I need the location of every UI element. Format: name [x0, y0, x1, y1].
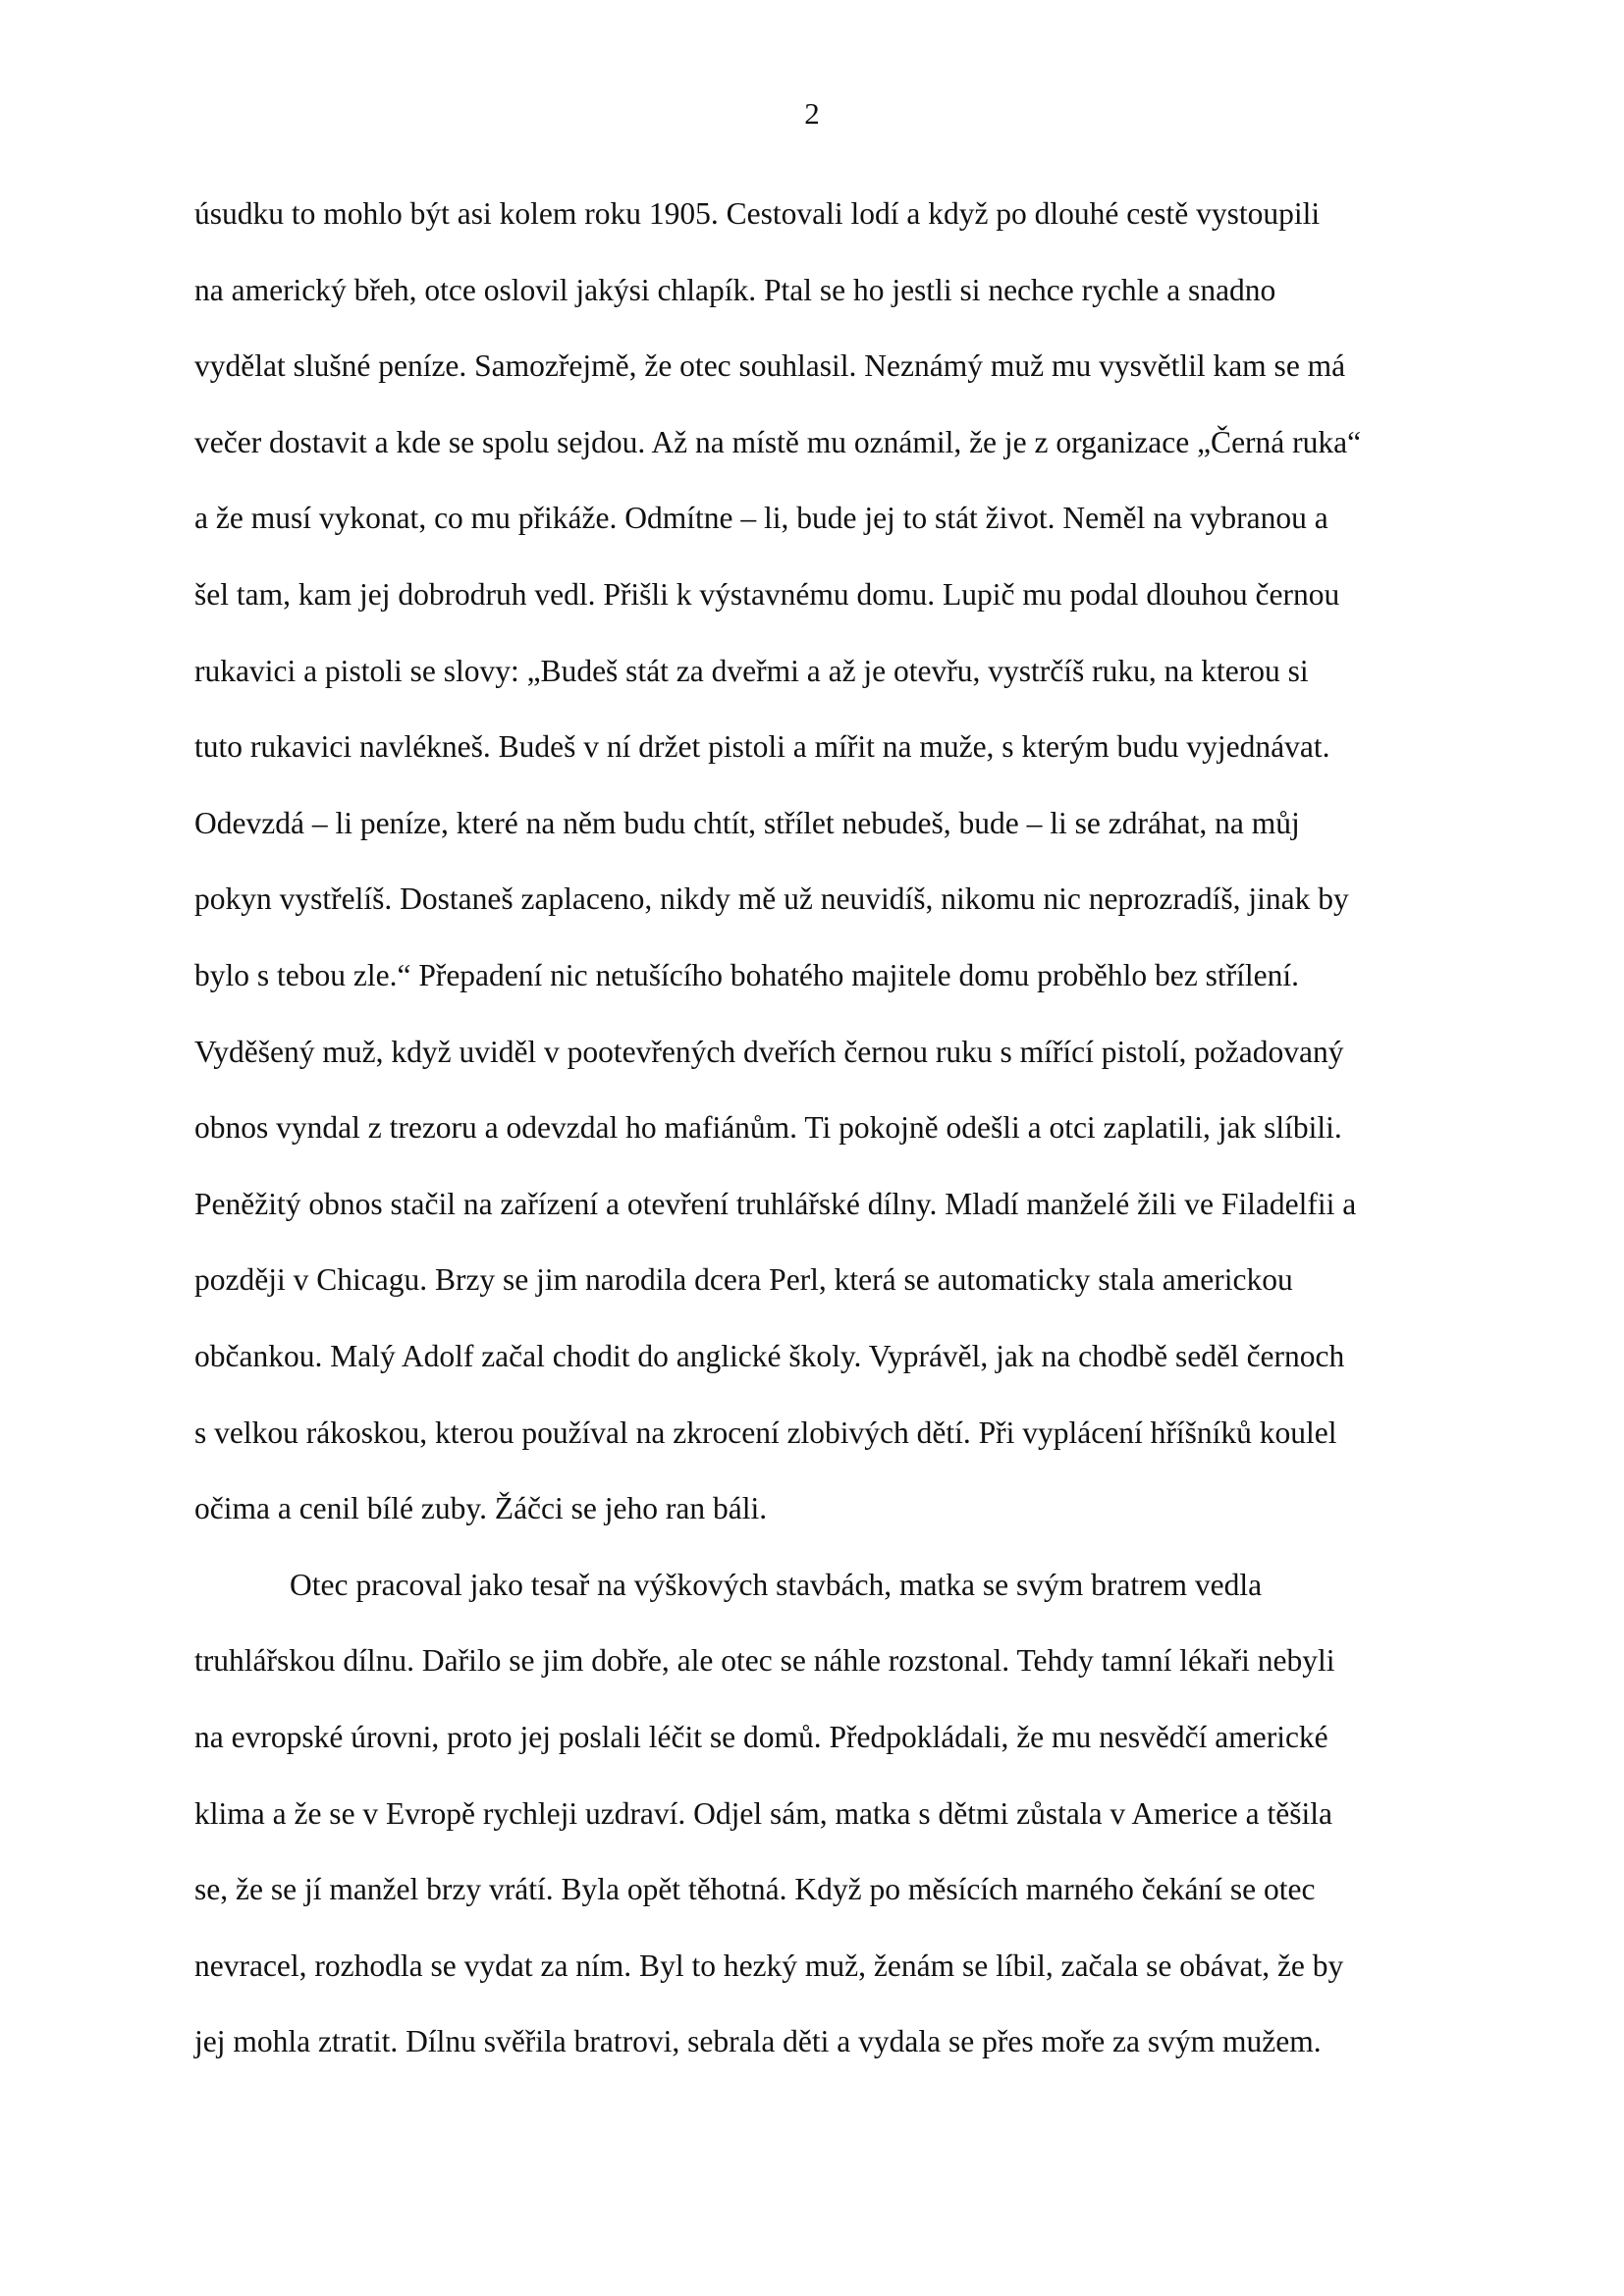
paragraph-start-line: Otec pracoval jako tesař na výškových stavbách, matka se svým bratrem vedla	[290, 1567, 1263, 1602]
text-line: úsudku to mohlo být asi kolem roku 1905. Cestovali lodí a když po dlouhé cestě vystoupili	[194, 196, 1321, 231]
text-line: večer dostavit a kde se spolu sejdou. Až na místě mu oznámil, že je z organizace „Černá ruka“	[194, 424, 1362, 459]
text-line: jej mohla ztratit. Dílnu svěřila bratrovi, sebrala děti a vydala se přes moře za svým mužem.	[194, 2024, 1322, 2059]
text-line: Odevzdá – li peníze, které na něm budu chtít, střílet nebudeš, bude – li se zdráhat, na můj	[194, 805, 1300, 840]
text-line: s velkou rákoskou, kterou používal na zkrocení zlobivých dětí. Při vyplácení hříšníků koulel	[194, 1415, 1337, 1450]
text-line: truhlářskou dílnu. Dařilo se jim dobře, ale otec se náhle rozstonal. Tehdy tamní lékaři nebyli	[194, 1643, 1335, 1679]
text-line: se, že se jí manžel brzy vrátí. Byla opět těhotná. Když po měsících marného čekání se otec	[194, 1872, 1316, 1907]
text-line: nevracel, rozhodla se vydat za ním. Byl to hezký muž, ženám se líbil, začala se obávat, že by	[194, 1948, 1344, 1983]
text-line: Vyděšený muž, když uviděl v pootevřených dveřích černou ruku s mířící pistolí, požadovaný	[194, 1034, 1344, 1069]
text-line: a že musí vykonat, co mu přikáže. Odmítne – li, bude jej to stát život. Neměl na vybranou a	[194, 501, 1328, 536]
page-number: 2	[804, 96, 820, 131]
text-line: později v Chicagu. Brzy se jim narodila dcera Perl, která se automaticky stala americkou	[194, 1262, 1293, 1298]
text-line: tuto rukavici navlékneš. Budeš v ní držet pistoli a mířit na muže, s kterým budu vyjednávat.	[194, 729, 1330, 765]
text-line: Peněžitý obnos stačil na zařízení a otevření truhlářské dílny. Mladí manželé žili ve Filadelfii a	[194, 1186, 1357, 1221]
text-line: šel tam, kam jej dobrodruh vedl. Přišli k výstavnému domu. Lupič mu podal dlouhou černou	[194, 577, 1340, 612]
text-line: bylo s tebou zle.“ Přepadení nic netušícího bohatého majitele domu proběhlo bez střílení.	[194, 958, 1299, 992]
text-line: občankou. Malý Adolf začal chodit do anglické školy. Vyprávěl, jak na chodbě seděl černoch	[194, 1339, 1345, 1373]
text-line: na americký břeh, otce oslovil jakýsi chlapík. Ptal se ho jestli si nechce rychle a snadno	[194, 272, 1276, 307]
text-line: obnos vyndal z trezoru a odevzdal ho mafiánům. Ti pokojně odešli a otci zaplatili, jak slíbili.	[194, 1110, 1342, 1146]
text-line: na evropské úrovni, proto jej poslali léčit se domů. Předpokládali, že mu nesvědčí americké	[194, 1720, 1328, 1754]
text-line: rukavici a pistoli se slovy: „Budeš stát za dveřmi a až je otevřu, vystrčíš ruku, na kterou si	[194, 653, 1309, 688]
text-line: vydělat slušné peníze. Samozřejmě, že otec souhlasil. Neznámý muž mu vysvětlil kam se má	[194, 348, 1346, 384]
text-line: klima a že se v Evropě rychleji uzdraví. Odjel sám, matka s dětmi zůstala v Americe a těšila	[194, 1795, 1332, 1831]
text-line: očima a cenil bílé zuby. Žáčci se jeho ran báli.	[194, 1491, 768, 1526]
text-line: pokyn vystřelíš. Dostaneš zaplaceno, nikdy mě už neuvidíš, nikomu nic neprozradíš, jinak by	[194, 881, 1349, 917]
